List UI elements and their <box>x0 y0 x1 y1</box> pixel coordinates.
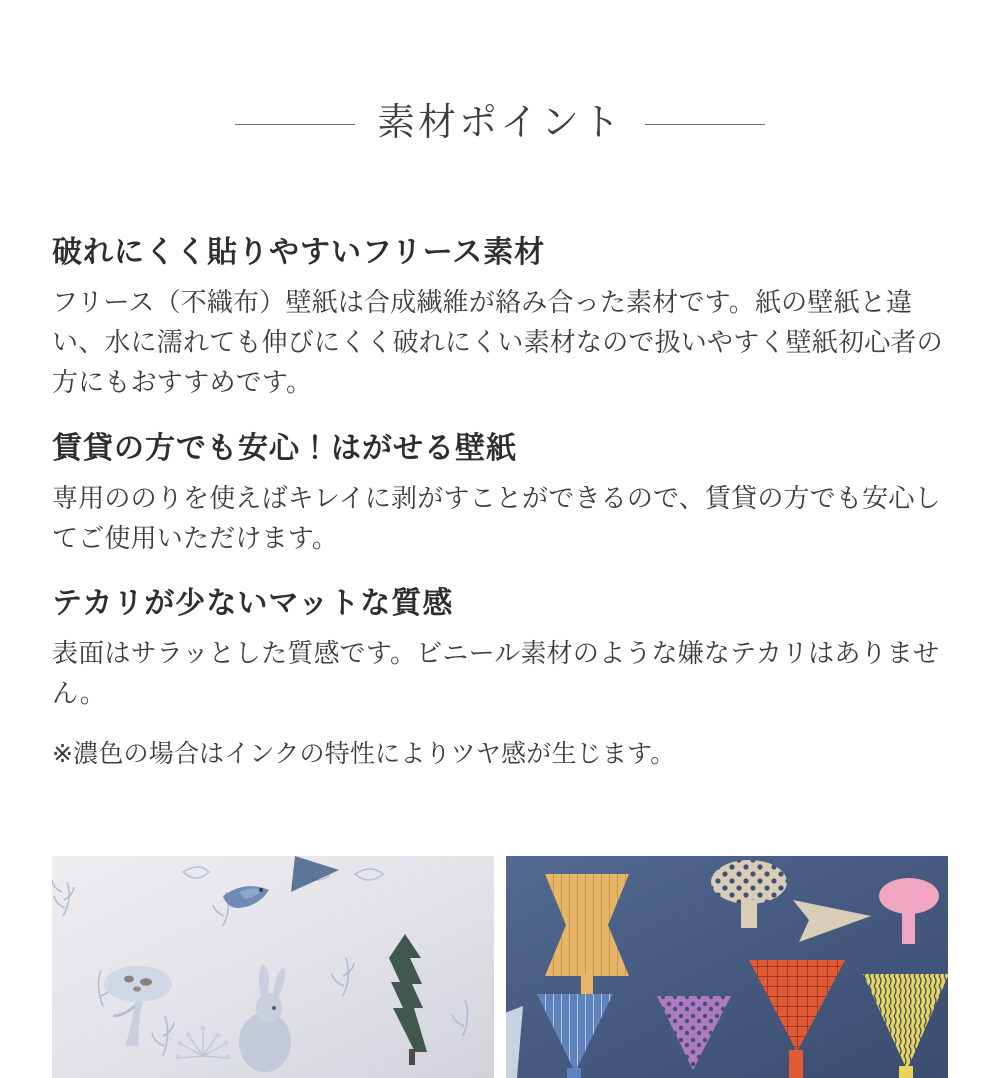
section-heading <box>0 78 1000 171</box>
content-area <box>0 233 1000 774</box>
wallpaper-photo-dark <box>506 856 948 1078</box>
feature-title-3: テカリが少ないマットな質感 <box>52 587 454 621</box>
feature-block-3 <box>52 584 948 714</box>
feature-block-1 <box>52 233 948 403</box>
feature-body-1: フリース（不織布）壁紙は合成繊維が絡み合った素材です。紙の壁紙と違い、水に濡れても伸びにくく破れにくい素材なので扱いやすく壁紙初心者の方にもおすすめです。 <box>52 286 943 398</box>
feature-title-1: 破れにくく貼りやすいフリース素材 <box>52 235 546 269</box>
heading-rule-left <box>235 124 355 125</box>
heading-rule-right <box>645 124 765 125</box>
sample-photo-strip <box>52 856 948 1078</box>
feature-block-2 <box>52 429 948 559</box>
feature-body-2: 専用ののりを使えばキレイに剥がすことができるので、賃貸の方でも安心してご使用いただけます。 <box>52 482 941 553</box>
disclaimer-note: ※濃色の場合はインクの特性によりツヤ感が生じます。 <box>52 739 676 768</box>
wallpaper-light-illustration <box>52 856 494 1078</box>
wallpaper-dark-illustration <box>506 856 948 1078</box>
feature-body-3: 表面はサラッとした質感です。ビニール素材のような嫌なテカリはありません。 <box>52 638 940 709</box>
wallpaper-photo-light <box>52 856 494 1078</box>
page-title: 素材ポイント <box>376 102 623 145</box>
feature-title-2: 賃貸の方でも安心！はがせる壁紙 <box>52 431 517 465</box>
